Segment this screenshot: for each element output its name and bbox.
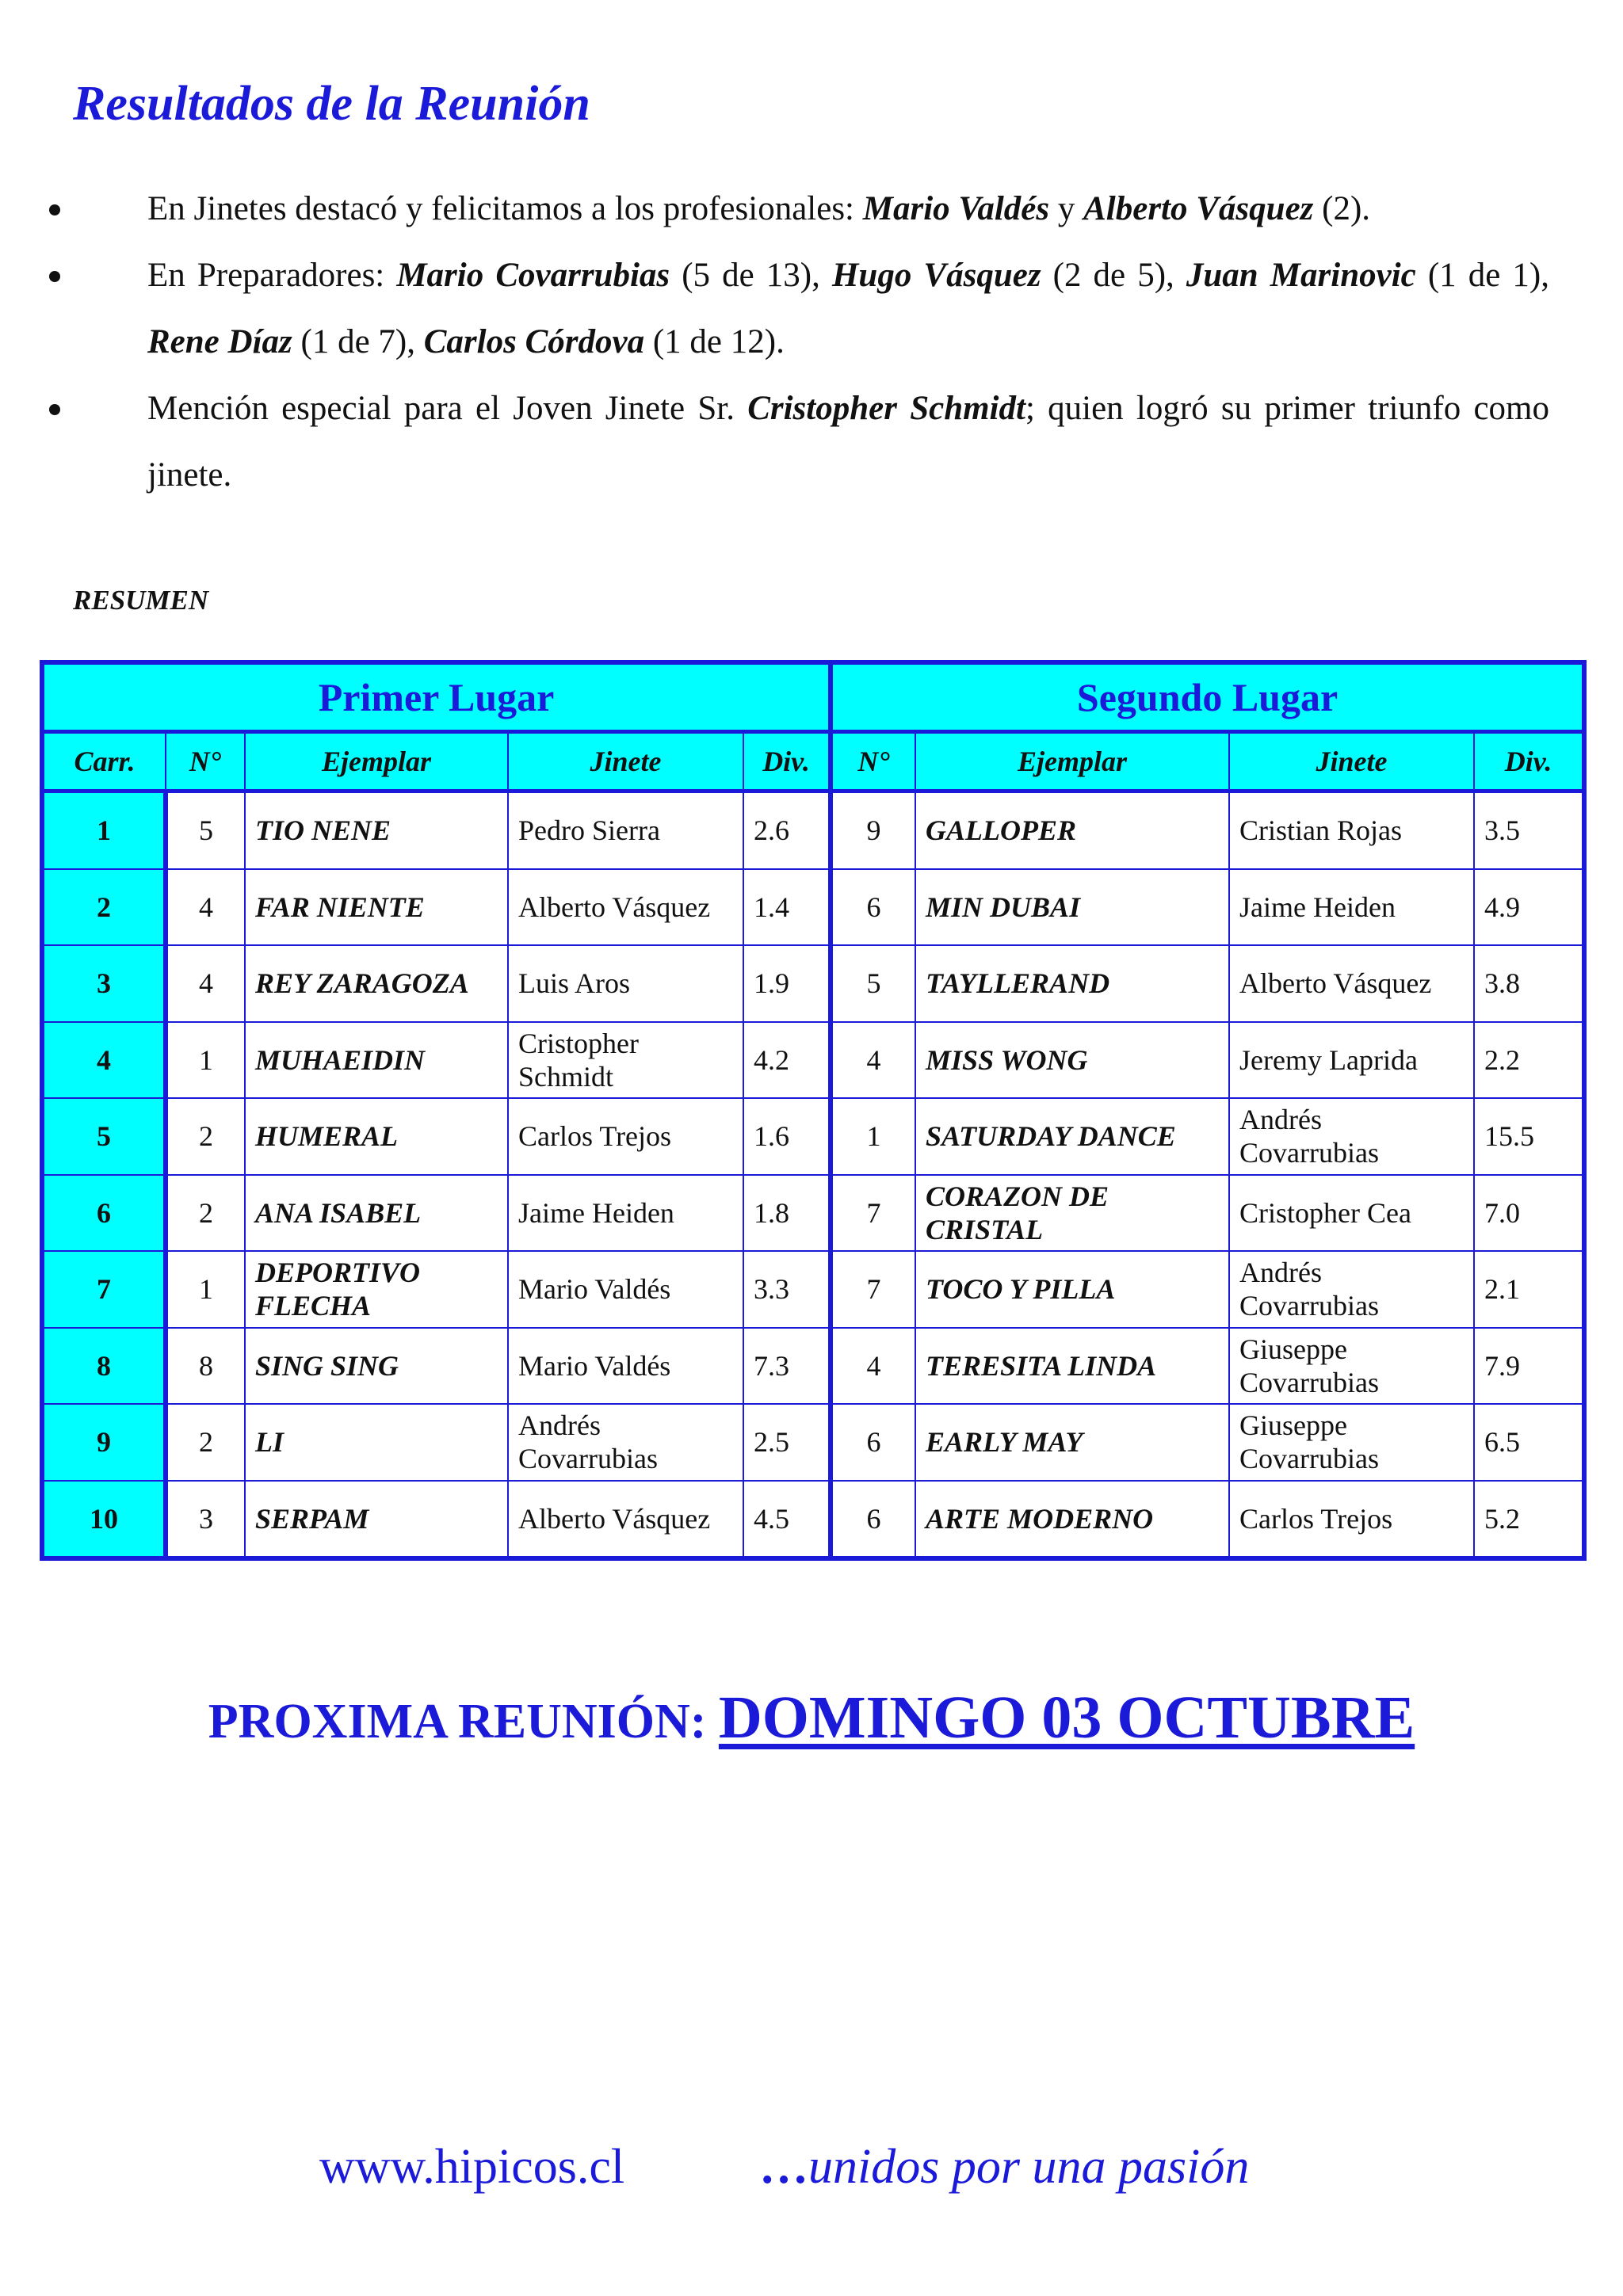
- race-number-cell: 3: [42, 945, 166, 1022]
- second-place-div-cell: 15.5: [1474, 1098, 1584, 1175]
- column-header-div: Div.: [743, 732, 831, 791]
- column-header-jockey: Jinete: [1229, 732, 1474, 791]
- first-place-jockey-cell: Alberto Vásquez: [508, 1481, 743, 1559]
- highlight-name: Juan Marinovic: [1186, 257, 1416, 294]
- column-header-num: N°: [166, 732, 245, 791]
- first-place-div-cell: 2.5: [743, 1404, 831, 1481]
- second-place-div-cell: 7.0: [1474, 1175, 1584, 1252]
- second-place-num-cell: 5: [831, 945, 915, 1022]
- group-header-second: Segundo Lugar: [831, 662, 1584, 732]
- group-header-first: Primer Lugar: [42, 662, 831, 732]
- highlight-name: Mario Valdés: [862, 190, 1050, 227]
- first-place-horse-cell: MUHAEIDIN: [245, 1022, 508, 1099]
- slogan-ellipsis: …: [759, 2140, 808, 2194]
- first-place-num-cell: 5: [166, 791, 245, 869]
- column-header-jockey: Jinete: [508, 732, 743, 791]
- second-place-jockey-cell: Giuseppe Covarrubias: [1229, 1404, 1474, 1481]
- highlights-list: [48, 176, 1549, 509]
- highlight-name: Carlos Córdova: [423, 323, 645, 360]
- list-item-special-mention: [48, 376, 1549, 509]
- results-table-body: [42, 791, 1584, 1559]
- first-place-num-cell: 1: [166, 1022, 245, 1099]
- page-title: Resultados de la Reunión: [73, 77, 590, 131]
- list-item-jockeys: [48, 176, 1549, 242]
- first-place-horse-cell: REY ZARAGOZA: [245, 945, 508, 1022]
- first-place-jockey-cell: Mario Valdés: [508, 1251, 743, 1328]
- bullet-text: (1 de 7),: [292, 323, 424, 360]
- table-row: [42, 1022, 1584, 1099]
- first-place-jockey-cell: Jaime Heiden: [508, 1175, 743, 1252]
- race-number-cell: 1: [42, 791, 166, 869]
- table-row: [42, 1328, 1584, 1405]
- second-place-horse-cell: TERESITA LINDA: [915, 1328, 1229, 1405]
- table-row: [42, 1481, 1584, 1559]
- next-meeting-label: PROXIMA REUNIÓN:: [208, 1695, 719, 1749]
- second-place-jockey-cell: Giuseppe Covarrubias: [1229, 1328, 1474, 1405]
- second-place-div-cell: 3.5: [1474, 791, 1584, 869]
- bullet-text: (5 de 13),: [670, 257, 832, 294]
- second-place-horse-cell: TAYLLERAND: [915, 945, 1229, 1022]
- first-place-horse-cell: SING SING: [245, 1328, 508, 1405]
- bullet-text: Mención especial para el Joven Jinete Sr.: [147, 390, 748, 427]
- first-place-horse-cell: HUMERAL: [245, 1098, 508, 1175]
- second-place-num-cell: 1: [831, 1098, 915, 1175]
- second-place-div-cell: 6.5: [1474, 1404, 1584, 1481]
- table-row: [42, 1175, 1584, 1252]
- second-place-div-cell: 3.8: [1474, 945, 1584, 1022]
- second-place-num-cell: 9: [831, 791, 915, 869]
- second-place-div-cell: 2.1: [1474, 1251, 1584, 1328]
- second-place-jockey-cell: Carlos Trejos: [1229, 1481, 1474, 1559]
- section-label: RESUMEN: [73, 585, 209, 616]
- first-place-jockey-cell: Luis Aros: [508, 945, 743, 1022]
- second-place-jockey-cell: Cristopher Cea: [1229, 1175, 1474, 1252]
- second-place-num-cell: 6: [831, 869, 915, 946]
- website-link[interactable]: www.hipicos.cl: [319, 2140, 625, 2194]
- first-place-div-cell: 4.2: [743, 1022, 831, 1099]
- column-header-horse: Ejemplar: [245, 732, 508, 791]
- first-place-num-cell: 1: [166, 1251, 245, 1328]
- race-number-cell: 2: [42, 869, 166, 946]
- race-number-cell: 8: [42, 1328, 166, 1405]
- second-place-horse-cell: SATURDAY DANCE: [915, 1098, 1229, 1175]
- race-number-cell: 5: [42, 1098, 166, 1175]
- bullet-text: En Jinetes destacó y felicitamos a los profesionales:: [147, 190, 863, 227]
- table-row: [42, 1098, 1584, 1175]
- first-place-div-cell: 1.8: [743, 1175, 831, 1252]
- second-place-jockey-cell: Cristian Rojas: [1229, 791, 1474, 869]
- second-place-jockey-cell: Alberto Vásquez: [1229, 945, 1474, 1022]
- bullet-text: (1 de 12).: [644, 323, 785, 360]
- slogan: [759, 2139, 1249, 2195]
- bullet-text: (2 de 5),: [1041, 257, 1186, 294]
- bullet-text: y: [1049, 190, 1084, 227]
- second-place-horse-cell: EARLY MAY: [915, 1404, 1229, 1481]
- first-place-div-cell: 3.3: [743, 1251, 831, 1328]
- table-row: [42, 869, 1584, 946]
- first-place-horse-cell: LI: [245, 1404, 508, 1481]
- first-place-horse-cell: FAR NIENTE: [245, 869, 508, 946]
- second-place-num-cell: 7: [831, 1251, 915, 1328]
- highlight-name: Hugo Vásquez: [831, 257, 1041, 294]
- results-table: [40, 660, 1587, 1561]
- next-meeting-date: DOMINGO 03 OCTUBRE: [718, 1684, 1415, 1751]
- first-place-jockey-cell: Carlos Trejos: [508, 1098, 743, 1175]
- column-header-div: Div.: [1474, 732, 1584, 791]
- second-place-num-cell: 4: [831, 1022, 915, 1099]
- second-place-horse-cell: MIN DUBAI: [915, 869, 1229, 946]
- first-place-jockey-cell: Andrés Covarrubias: [508, 1404, 743, 1481]
- table-row: [42, 1404, 1584, 1481]
- bullet-text: En Preparadores:: [147, 257, 397, 294]
- first-place-horse-cell: SERPAM: [245, 1481, 508, 1559]
- race-number-cell: 4: [42, 1022, 166, 1099]
- second-place-div-cell: 2.2: [1474, 1022, 1584, 1099]
- first-place-jockey-cell: Mario Valdés: [508, 1328, 743, 1405]
- second-place-horse-cell: ARTE MODERNO: [915, 1481, 1229, 1559]
- second-place-jockey-cell: Jeremy Laprida: [1229, 1022, 1474, 1099]
- first-place-num-cell: 2: [166, 1098, 245, 1175]
- first-place-num-cell: 2: [166, 1404, 245, 1481]
- second-place-num-cell: 6: [831, 1481, 915, 1559]
- first-place-jockey-cell: Cristopher Schmidt: [508, 1022, 743, 1099]
- first-place-num-cell: 3: [166, 1481, 245, 1559]
- slogan-text: unidos por una pasión: [808, 2140, 1250, 2194]
- first-place-div-cell: 7.3: [743, 1328, 831, 1405]
- race-number-cell: 10: [42, 1481, 166, 1559]
- first-place-num-cell: 2: [166, 1175, 245, 1252]
- highlight-name: Cristopher Schmidt: [747, 390, 1025, 427]
- race-number-cell: 6: [42, 1175, 166, 1252]
- first-place-num-cell: 4: [166, 869, 245, 946]
- second-place-jockey-cell: Andrés Covarrubias: [1229, 1251, 1474, 1328]
- second-place-num-cell: 6: [831, 1404, 915, 1481]
- next-meeting: [0, 1684, 1623, 1753]
- bullet-text: ; quien logró su primer triunfo como jinete.: [147, 390, 1549, 494]
- column-header-horse: Ejemplar: [915, 732, 1229, 791]
- first-place-num-cell: 4: [166, 945, 245, 1022]
- bullet-text: (1 de 1),: [1415, 257, 1549, 294]
- table-row: [42, 1251, 1584, 1328]
- column-header-carr: Carr.: [42, 732, 166, 791]
- second-place-div-cell: 5.2: [1474, 1481, 1584, 1559]
- highlight-name: Alberto Vásquez: [1083, 190, 1314, 227]
- first-place-div-cell: 1.9: [743, 945, 831, 1022]
- race-number-cell: 7: [42, 1251, 166, 1328]
- first-place-horse-cell: ANA ISABEL: [245, 1175, 508, 1252]
- table-row: [42, 791, 1584, 869]
- first-place-div-cell: 2.6: [743, 791, 831, 869]
- first-place-num-cell: 8: [166, 1328, 245, 1405]
- second-place-div-cell: 7.9: [1474, 1328, 1584, 1405]
- first-place-horse-cell: DEPORTIVO FLECHA: [245, 1251, 508, 1328]
- first-place-jockey-cell: Alberto Vásquez: [508, 869, 743, 946]
- race-number-cell: 9: [42, 1404, 166, 1481]
- column-header-num: N°: [831, 732, 915, 791]
- bullet-text: (2).: [1313, 190, 1371, 227]
- first-place-horse-cell: TIO NENE: [245, 791, 508, 869]
- highlight-name: Rene Díaz: [147, 323, 292, 360]
- second-place-horse-cell: GALLOPER: [915, 791, 1229, 869]
- second-place-num-cell: 4: [831, 1328, 915, 1405]
- highlight-name: Mario Covarrubias: [396, 257, 670, 294]
- first-place-div-cell: 4.5: [743, 1481, 831, 1559]
- list-item-trainers: [48, 242, 1549, 376]
- second-place-horse-cell: MISS WONG: [915, 1022, 1229, 1099]
- second-place-jockey-cell: Andrés Covarrubias: [1229, 1098, 1474, 1175]
- second-place-div-cell: 4.9: [1474, 869, 1584, 946]
- first-place-jockey-cell: Pedro Sierra: [508, 791, 743, 869]
- second-place-horse-cell: TOCO Y PILLA: [915, 1251, 1229, 1328]
- first-place-div-cell: 1.4: [743, 869, 831, 946]
- table-row: [42, 945, 1584, 1022]
- first-place-div-cell: 1.6: [743, 1098, 831, 1175]
- second-place-horse-cell: CORAZON DE CRISTAL: [915, 1175, 1229, 1252]
- second-place-jockey-cell: Jaime Heiden: [1229, 869, 1474, 946]
- second-place-num-cell: 7: [831, 1175, 915, 1252]
